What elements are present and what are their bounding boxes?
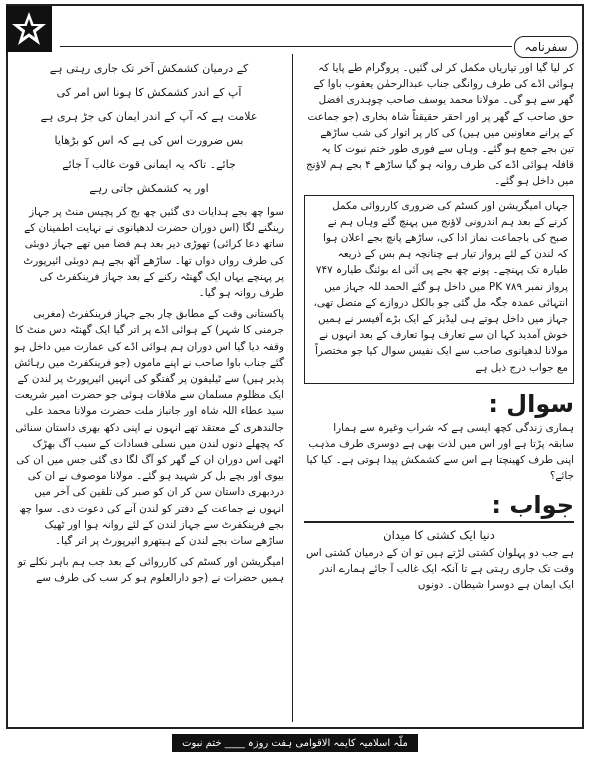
magazine-logo [6, 6, 52, 52]
right-column [304, 60, 574, 720]
column-divider [292, 54, 293, 722]
boxed-paragraph [304, 195, 574, 384]
poem-line: کے درمیان کشمکش آخر تک جاری رہتی ہے [49, 62, 249, 75]
poem-line: اور یہ کشمکش جاتی رہے [89, 182, 209, 195]
question-heading: سوال : [488, 389, 574, 418]
header-rule [60, 46, 512, 47]
poem-line: بس ضرورت اس کی ہے کہ اس کو بڑھایا [54, 134, 244, 147]
question-text: ہماری زندگی کچھ ایسی ہے کہ شراب وغیرہ سے ہمارا سابقہ پڑتا ہے اور اس میں لذت بھی ہے دوسری طرف مذہب اپنی طرف کھینچتا ہے اس سے کشمکش پیدا ہوتی ہے۔ کیا کیا جائے؟ [306, 421, 574, 483]
poem-line: علامت ہے کہ آپ کے اندر ایمان کی جڑ ہری ہے [40, 110, 258, 123]
answer-title: دنیا ایک کشتی کا میدان [383, 527, 495, 542]
poem-line: آپ کے اندر کشمکش کا ہونا اس امر کی [56, 86, 242, 99]
paragraph: پاکستانی وقت کے مطابق چار بجے جہاز فرینکفرٹ (مغربی جرمنی کا شہر) کے ہوائی اڈے پر اتر گیا ایک گھنٹہ دس منٹ کا وقفہ دیا گیا اس دوران ہم ہوائی اڈے کی عمارت میں داخل ہو گئے جناب باوا صاحب نے اپنے ماموں (جو فرینکفرٹ میں رہائش پذیر ہیں) سے ٹیلیفون پر گفتگو کی انہیں ائیرپورٹ پر لندن کے ایک مظلوم مسلمان سے ملاقات ہوئی جو حضرت امیر شریعت سید عطاء اللہ شاہ اور جانباز ملت حضرت مولانا محمد علی جالندھری کے معتقد تھے انہوں نے اپنی دکھ بھری داستان سنائی کہ پچھلے دنوں لندن میں نسلی فسادات کے سبب آگ بھڑک اٹھی اس دوران ان کے گھر کو آگ لگا دی گئی جس میں ان کی بیوی اور بچے بل کر شہید ہو گئے۔ مولانا موصوف نے ان کی دردبھری داستان سن کر ان کو صبر کی تلقین کی آخر میں انہوں نے جماعت کے دفتر کو لندن آنے کی دعوت دی۔ سوا چھ بجے فرینکفرٹ سے جہاز لندن کے لئے روانہ ہوا اور ٹھیک ساڑھے سات بجے لندن کے ہیتھرو ائیرپورٹ پر اتر گیا۔ [14, 308, 284, 548]
paragraph: کر لیا گیا اور تیاریاں مکمل کر لی گئیں۔ پروگرام طے پایا کہ ہوائی اڈے کی طرف روانگی جناب عبدالرحمٰن یعقوب باوا کے گھر سے ہو گی۔ مولانا محمد یوسف صاحب چوہدری افضل حق صاحب کے گھر پر اور احقر حقیقتاً شاہ بخاری (جو جماعت کے پرانے معاونین میں ہیں) کی کار پر اتوار کی شب ساڑھے تین بجے جمع ہو گئے۔ وہاں سے فوری طور ختم نبوت کا یہ قافلہ ہوائی اڈے کی طرف روانہ ہو گیا ساڑھے ۴ بجے ہم لاؤنج میں داخل ہو گئے۔ [305, 62, 574, 188]
paragraph: امیگریشن اور کسٹم کی کارروائی کے بعد جب ہم باہر نکلے تو ہمیں حضرات نے (جو دارالعلوم ہو کر سب کی طرف سے [17, 556, 284, 585]
answer-heading: جواب : [491, 490, 574, 519]
footer-bar: ملّہ اسلامیہ کایمہ الاقوامی ہفت روزہ ____ ختم نبوت [172, 734, 418, 752]
paragraph: سوا چھ بجے ہدایات دی گئیں چھ بج کر پچیس منٹ پر جہاز رینگنے لگا (اس دوران حضرت لدھیانوی نے نہایت اطمینان کے ساتھ دعا کرائی) تھوڑی دیر بعد ہم فضا میں تھے جہاز دوبئی کی طرف رواں دواں تھا۔ ساڑھے آٹھ بجے ہم دوبئی ائیرپورٹ پر پہنچے یہاں ایک گھنٹہ رکنے کے بعد جہاز فرینکفرٹ کی طرف روانہ ہو گیا۔ [23, 206, 284, 300]
poem-line: جائے۔ تاکہ یہ ایمانی قوت غالب آ جائے [62, 158, 236, 171]
star-logo-icon [9, 9, 49, 49]
answer-rule [304, 521, 574, 523]
answer-text: ہے جب دو پہلوان کشتی لڑتے ہیں تو ان کے درمیان کشتی اس وقت تک جاری رہتی ہے تا آنکہ ایک غالب آ جائے ہمارے اندر ایک ایمان ہے دوسرا شیطان۔ دونوں [306, 546, 574, 592]
paragraph: جہاں امیگریشن اور کسٹم کی ضروری کارروائی مکمل کرنے کے بعد ہم اندرونی لاؤنج میں پہنچ گئے وہاں ہم نے صبح کی باجماعت نماز ادا کی، ساڑھے پانچ بجے اعلان ہوا کہ لندن کے لئے پرواز تیار ہے چنانچہ ہم بس کے ذریعہ طیارہ تک پہنچے۔ پونے چھ بجے پی آئی اے بوئنگ طیارہ ۷۴۷ پرواز نمبر ۷۸۹ PK میں داخل ہو گئے الحمد للہ جہاز میں انتہائی عمدہ جگہ مل گئی جو بالکل دروازے کے متصل تھی، جہاز میں داخل ہوتے ہی لیڈیز کے ایک بڑے آفیسر نے ہمیں خوش آمدید کہا ان سے تعارف ہوا تعارف کے بعد انہوں نے مولانا لدھیانوی صاحب سے ایک نفیس سوال کیا جو مختصراً مع جواب درج ذیل ہے [313, 199, 568, 374]
section-label: سفرنامہ [514, 36, 578, 58]
left-column [14, 60, 284, 720]
